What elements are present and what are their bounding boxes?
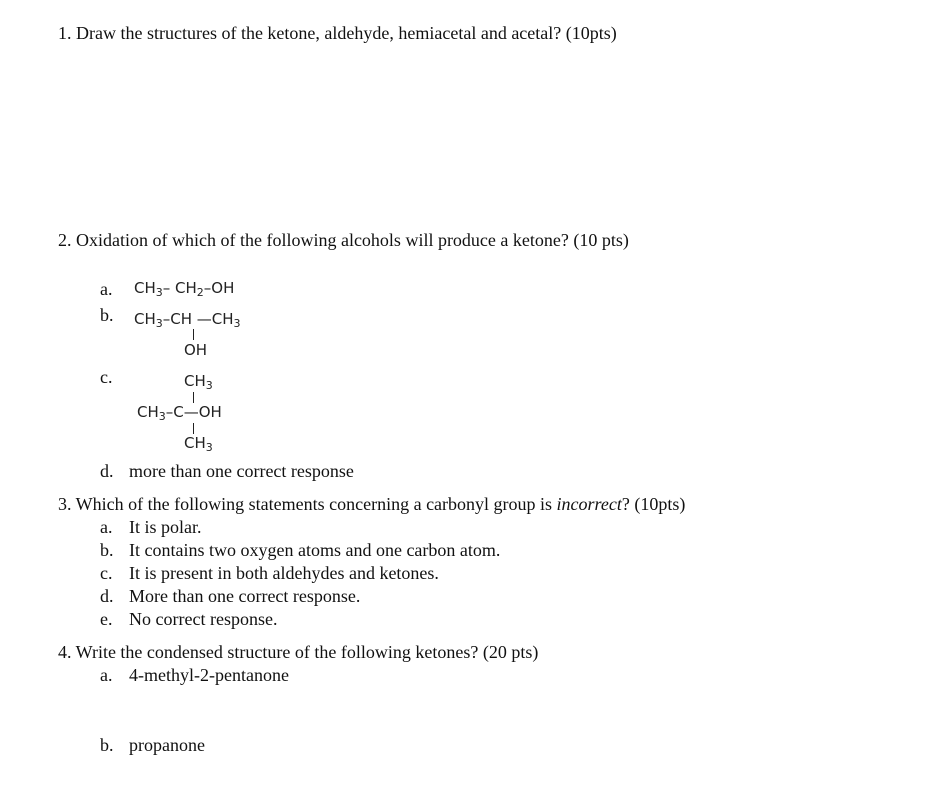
q3-option-d-text: More than one correct response. (129, 586, 361, 606)
q4-option-b-label: b. (100, 735, 114, 755)
q2-option-a-label: a. (100, 279, 113, 299)
q4-option-a-text: 4-methyl-2-pentanone (129, 665, 289, 685)
q3-option-c-label: c. (100, 563, 113, 583)
q2-option-d-label: d. (100, 461, 114, 481)
q2-option-b-label: b. (100, 305, 114, 325)
question-3: 3. Which of the following statements concerning a carbonyl group is incorrect? (10pts) (58, 494, 686, 514)
q4-option-b-text: propanone (129, 735, 205, 755)
question-2: 2. Oxidation of which of the following alcohols will produce a ketone? (10 pts) (58, 230, 629, 250)
q3-option-c-text: It is present in both aldehydes and ketones. (129, 563, 439, 583)
q3-option-a-label: a. (100, 517, 113, 537)
question-4: 4. Write the condensed structure of the following ketones? (20 pts) (58, 642, 539, 662)
q2-option-c-label: c. (100, 367, 113, 387)
q2-c-bottom-bond (193, 423, 194, 434)
q2-option-d-text: more than one correct response (129, 461, 354, 481)
q3-option-a-text: It is polar. (129, 517, 202, 537)
q2-option-b-oh: OH (184, 341, 208, 359)
q2-b-vertical-bond (193, 329, 194, 340)
q4-option-a-label: a. (100, 665, 113, 685)
q3-option-e-text: No correct response. (129, 609, 278, 629)
q3-option-d-label: d. (100, 586, 114, 606)
q3-option-e-label: e. (100, 609, 113, 629)
q2-c-top-bond (193, 392, 194, 403)
q2-option-c-middle: $CH_3-C—OH$ (137, 403, 222, 423)
q3-option-b-label: b. (100, 540, 114, 560)
q3-option-b-text: It contains two oxygen atoms and one carbon atom. (129, 540, 501, 560)
question-1: 1. Draw the structures of the ketone, aldehyde, hemiacetal and acetal? (10pts) (58, 23, 617, 43)
q2-option-c-top: $CH_3$ (184, 372, 213, 392)
q2-option-b-formula: $CH_3-CH$ $—CH_3$ (134, 310, 241, 330)
q2-option-c-bottom: $CH_3$ (184, 434, 213, 454)
q2-option-a-formula: $CH_3-$ $CH_2-OH$ (134, 279, 235, 299)
